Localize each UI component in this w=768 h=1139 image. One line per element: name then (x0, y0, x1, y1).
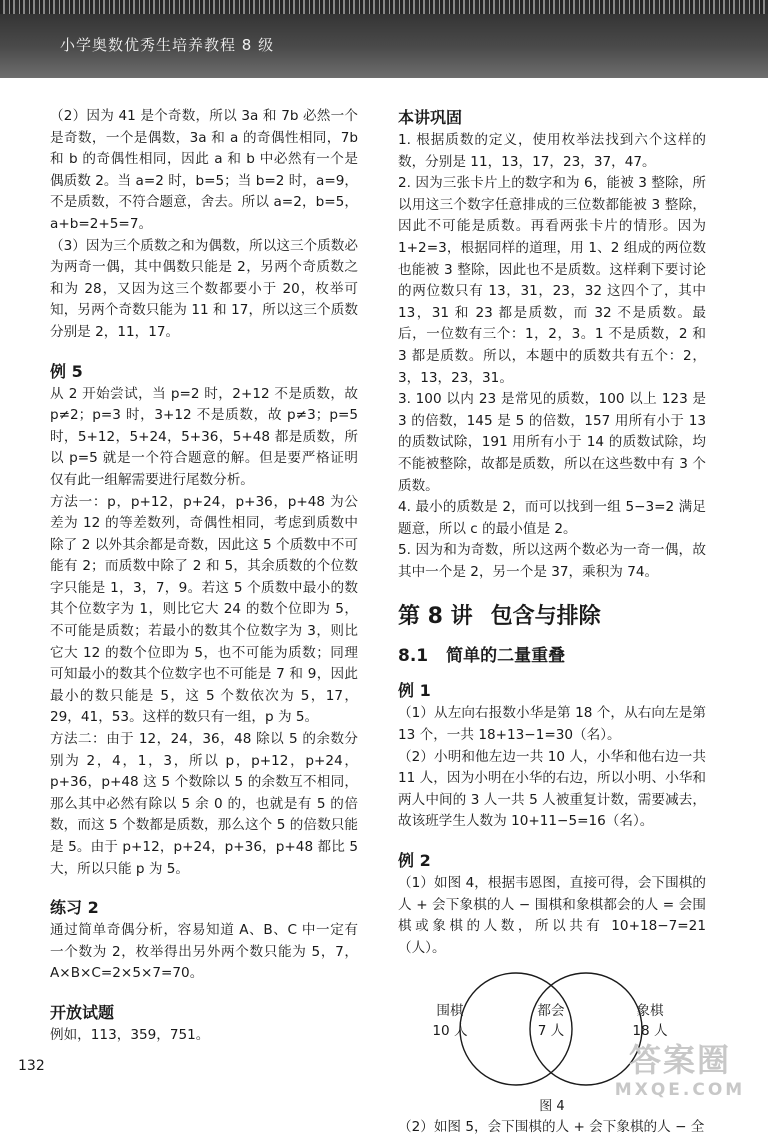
paragraph: （2）如图 5，会下围棋的人 + 会下象棋的人 − 全 (398, 1119, 705, 1136)
left-column (50, 106, 358, 1047)
both-count: 7 人 (537, 1023, 565, 1040)
section-number: 8.1 (398, 646, 429, 667)
paragraph: 3. 100 以内 23 是常见的质数，100 以上 123 是 3 的倍数，145 是 5 的倍数，157 用所有小于 13 的质数试除，191 用所有小于 14 的质数试除，均不能被整除，故都是质数，所以在这些数中有 3 个质数。 (398, 391, 706, 494)
chess-label (624, 1001, 676, 1041)
header-band (0, 0, 768, 78)
section-title (398, 643, 706, 669)
watermark-text: 答案圈 (628, 1041, 731, 1079)
chess-name: 象棋 (636, 1003, 664, 1020)
practice-2-heading: 练习 2 (50, 898, 99, 918)
paragraph: 2. 因为三张卡片上的数字和为 6，能被 3 整除，所以用这三个数字任意排成的三位数都能被 3 整除，因此不可能是质数。再看两张卡片的情形。因为 1+2=3，根据同样的道理，用 1、2 组成的两位数也能被 3 整除，因此也不是质数。这样剩下要讨论的两位数只有 13，31，23，32 这四个了，其中 13，31 和 23 都是质数，而 32 不是质数。最后，一位数有三个：1，2，3。1 不是质数，2 和 3 都是质数。所以，本题中的质数共有五个：2，3，13，23，31。 (398, 175, 706, 386)
example-2-heading: 例 2 (398, 851, 431, 871)
example-1-heading: 例 1 (398, 681, 431, 701)
figure-caption: 图 4 (539, 1099, 565, 1115)
go-label (426, 1001, 474, 1041)
paragraph: 4. 最小的质数是 2，而可以找到一组 5−3=2 满足题意，所以 c 的最小值是 2。 (398, 499, 706, 537)
paragraph: 1. 根据质数的定义，使用枚举法找到六个这样的数，分别是 11，13，17，23，37，47。 (398, 132, 706, 170)
paragraph: （1）从左向右报数小华是第 18 个，从右向左是第 13 个，一共 18+13−1=30（名）。 (398, 705, 706, 744)
open-questions-heading: 开放试题 (50, 1002, 115, 1022)
watermark-logo (600, 1040, 760, 1104)
paragraph: 例如，113，359，751。 (50, 1026, 210, 1043)
lecture-name: 包含与排除 (490, 604, 601, 630)
right-column (398, 106, 706, 1139)
lecture-title (398, 601, 706, 633)
paragraph: 通过简单奇偶分析，容易知道 A、B、C 中一定有一个数为 2，枚举得出另外两个数只能为 5，7，A×B×C=2×5×7=70。 (50, 922, 358, 982)
paragraph: 方法二：由于 12，24，36，48 除以 5 的余数分别为 2，4，1，3，所以 p，p+12，p+24，p+36，p+48 这 5 个数除以 5 的余数互不相同，那么其中必然有除以 5 余 0 的，也就是有 5 的倍数，而这 5 个数都是质数，那么这个 5 的倍数只能是 5。由于 p+12，p+24，p+36，p+48 都比 5 大，所以只能 p 为 5。 (50, 731, 358, 877)
lecture-number: 第 8 讲 (398, 604, 473, 630)
chess-count: 18 人 (632, 1023, 668, 1040)
paragraph: 从 2 开始尝试，当 p=2 时，2+12 不是质数，故 p≠2；p=3 时，3+12 不是质数，故 p≠3；p=5 时，5+12，5+24，5+36，5+48 都是质数，所以 p=5 就是一个符合题意的解。但是要严格证明仅有此一组解需要进行尾数分析。 (50, 385, 358, 488)
example-5-heading: 例 5 (50, 361, 83, 381)
book-title: 小学奥数优秀生培养教程 8 级 (60, 36, 275, 54)
review-heading: 本讲巩固 (398, 108, 463, 127)
paragraph: 5. 因为和为奇数，所以这两个数必为一奇一偶，故其中一个是 2，另一个是 37，乘积为 74。 (398, 542, 706, 580)
watermark-url: MXQE.COM (614, 1080, 746, 1100)
paragraph: （2）小明和他左边一共 10 人，小华和他右边一共 11 人，因为小明在小华的右边，所以小明、小华和两人中间的 3 人一共 5 人被重复计数，需要减去，故该班学生人数为 10+11−5=16（名）。 (398, 748, 706, 830)
paragraph: 方法一：p，p+12，p+24，p+36，p+48 为公差为 12 的等差数列，奇偶性相同，考虑到质数中除了 2 以外其余都是奇数，因此这 5 个质数中不可能有 2；而质数中除了 2 和 5，其余质数的个位数字只能是 1，3，7，9。若这 5 个质数中最小的数其个位数字为 1，则比它大 24 的数个位即为 5，不可能是质数；若最小的数其个位数字为 3，则比它大 12 的数个位即为 5，也不可能为质数；同理可知最小的数其个位数字也不可能是 7 和 9，因此最小的数只能是 5，这 5 个数依次为 5，17，29，41，53。这样的数只有一组，p 为 5。 (50, 493, 358, 726)
go-count: 10 人 (432, 1023, 468, 1040)
both-name: 都会 (537, 1003, 565, 1020)
go-name: 围棋 (436, 1003, 464, 1020)
paragraph: （1）如图 4，根据韦恩图，直接可得，会下围棋的人 + 会下象棋的人 − 围棋和象棋都会的人 = 会围棋或象棋的人数，所以共有 10+18−7=21（人）。 (398, 875, 706, 956)
section-name: 简单的二量重叠 (446, 646, 566, 667)
paragraph: （2）因为 41 是个奇数，所以 3a 和 7b 必然一个是奇数，一个是偶数，3a 和 a 的奇偶性相同，7b 和 b 的奇偶性相同，因此 a 和 b 中必然有一个是偶质数 2。当 a=2 时，b=5；当 b=2 时，a=9，不是质数，不符合题意，舍去。所以 a=2，b=5，a+b=2+5=7。 (50, 108, 358, 232)
paragraph: （3）因为三个质数之和为偶数，所以这三个质数必为两奇一偶，其中偶数只能是 2，另两个奇质数之和为 28，又因为这三个数都要小于 20，枚举可知，另两个奇数只能为 11 和 17，所以这三个质数分别是 2，11，17。 (50, 237, 358, 340)
both-label (526, 1001, 576, 1041)
page-number: 132 (18, 1058, 45, 1074)
